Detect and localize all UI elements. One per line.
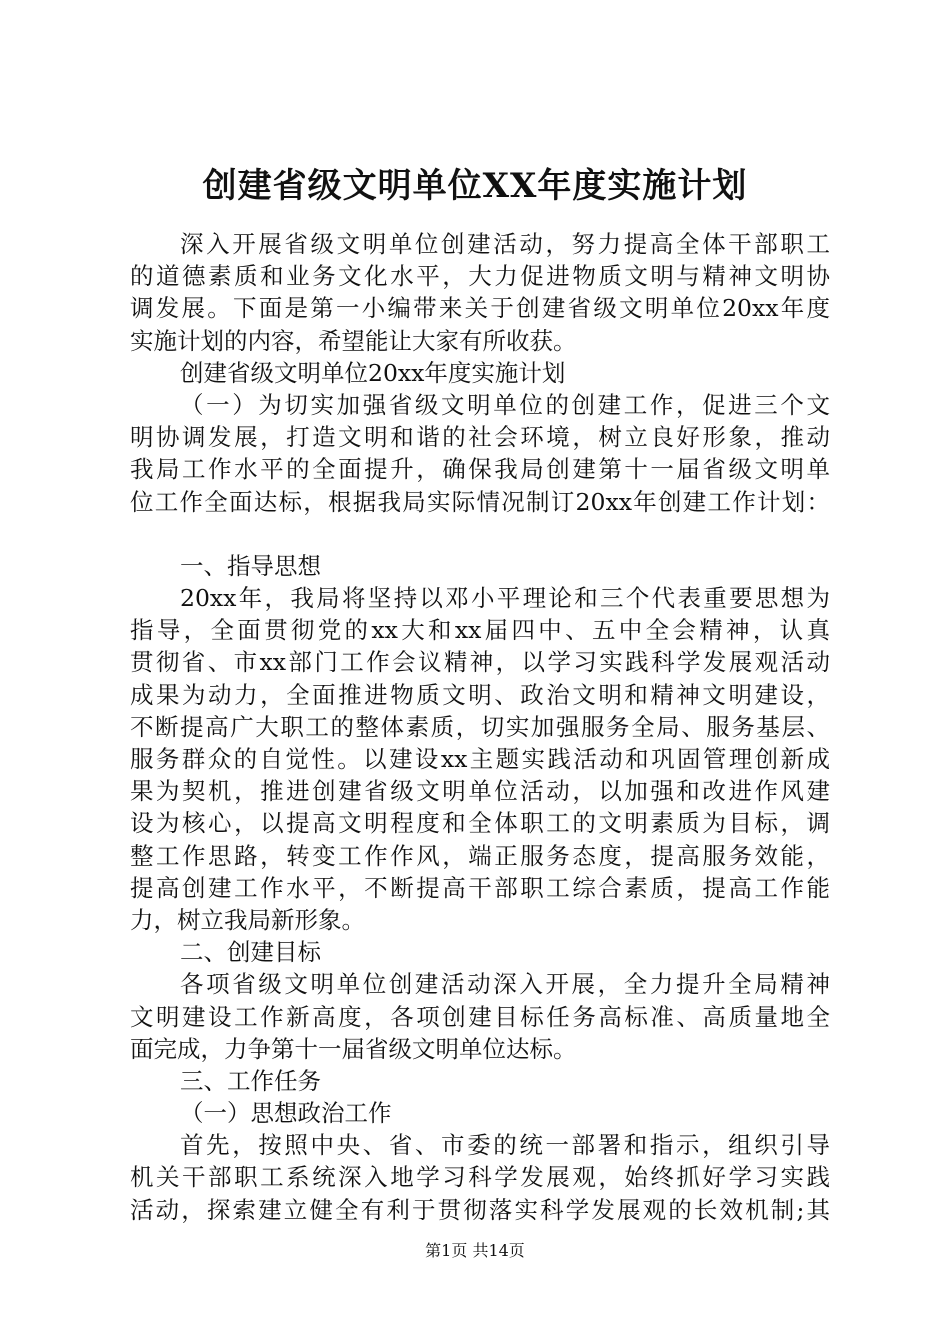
paragraph-line: 面完成，力争第十一届省级文明单位达标。 xyxy=(130,1034,577,1063)
paragraph-line: 成果为动力，全面推进物质文明、政治文明和精神文明建设， xyxy=(130,680,830,709)
paragraph-line: 贯彻省、市xx部门工作会议精神，以学习实践科学发展观活动 xyxy=(130,648,830,677)
blank-line xyxy=(130,518,830,550)
paragraph-line: 一、指导思想 xyxy=(180,551,321,580)
paragraph-line: 深入开展省级文明单位创建活动，努力提高全体干部职工 xyxy=(180,230,830,258)
paragraph-line: 首先，按照中央、省、市委的统一部署和指示，组织引导 xyxy=(180,1131,830,1160)
paragraph-line: （一）为切实加强省级文明单位的创建工作，促进三个文 xyxy=(180,390,830,419)
paragraph-line: 调发展。下面是第一小编带来关于创建省级文明单位20xx年度 xyxy=(130,294,830,323)
paragraph-line: 不断提高广大职工的整体素质，切实加强服务全局、服务基层、 xyxy=(130,712,830,741)
paragraph-line: （一）思想政治工作 xyxy=(180,1099,392,1128)
paragraph-line: 文明建设工作新高度，各项创建目标任务高标准、高质量地全 xyxy=(130,1002,830,1031)
paragraph-line: 果为契机，推进创建省级文明单位活动，以加强和改进作风建 xyxy=(130,777,830,806)
paragraph-line: 二、创建目标 xyxy=(180,938,321,967)
paragraph-line: 指导，全面贯彻党的xx大和xx届四中、五中全会精神，认真 xyxy=(130,616,830,645)
paragraph-line: 提高创建工作水平，不断提高干部职工综合素质，提高工作能 xyxy=(130,873,830,902)
paragraph-line: 各项省级文明单位创建活动深入开展，全力提升全局精神 xyxy=(180,970,830,999)
paragraph-line: 机关干部职工系统深入地学习科学发展观，始终抓好学习实践 xyxy=(130,1163,830,1192)
paragraph-line: 整工作思路，转变工作作风，端正服务态度，提高服务效能， xyxy=(130,841,830,870)
paragraph-line: 创建省级文明单位20xx年度实施计划 xyxy=(180,358,566,387)
document-body xyxy=(130,228,830,1226)
page-number: 第1页 共14页 xyxy=(425,1241,525,1260)
paragraph-line: 实施计划的内容，希望能让大家有所收获。 xyxy=(130,326,577,355)
paragraph-line: 位工作全面达标，根据我局实际情况制订20xx年创建工作计划： xyxy=(130,487,830,516)
paragraph-line: 设为核心，以提高文明程度和全体职工的文明素质为目标，调 xyxy=(130,809,830,838)
paragraph-line: 我局工作水平的全面提升，确保我局创建第十一届省级文明单 xyxy=(130,455,830,484)
paragraph-line: 活动，探索建立健全有利于贯彻落实科学发展观的长效机制;其 xyxy=(130,1195,830,1224)
paragraph-line: 三、工作任务 xyxy=(180,1066,321,1095)
paragraph-line: 力，树立我局新形象。 xyxy=(130,905,365,934)
paragraph-line: 20xx年，我局将坚持以邓小平理论和三个代表重要思想为 xyxy=(180,584,830,613)
document-title: 创建省级文明单位XX年度实施计划 xyxy=(202,166,748,206)
paragraph-line: 的道德素质和业务文化水平，大力促进物质文明与精神文明协 xyxy=(130,262,830,291)
paragraph-line: 明协调发展，打造文明和谐的社会环境，树立良好形象，推动 xyxy=(130,423,830,452)
paragraph-line: 服务群众的自觉性。以建设xx主题实践活动和巩固管理创新成 xyxy=(130,745,830,773)
